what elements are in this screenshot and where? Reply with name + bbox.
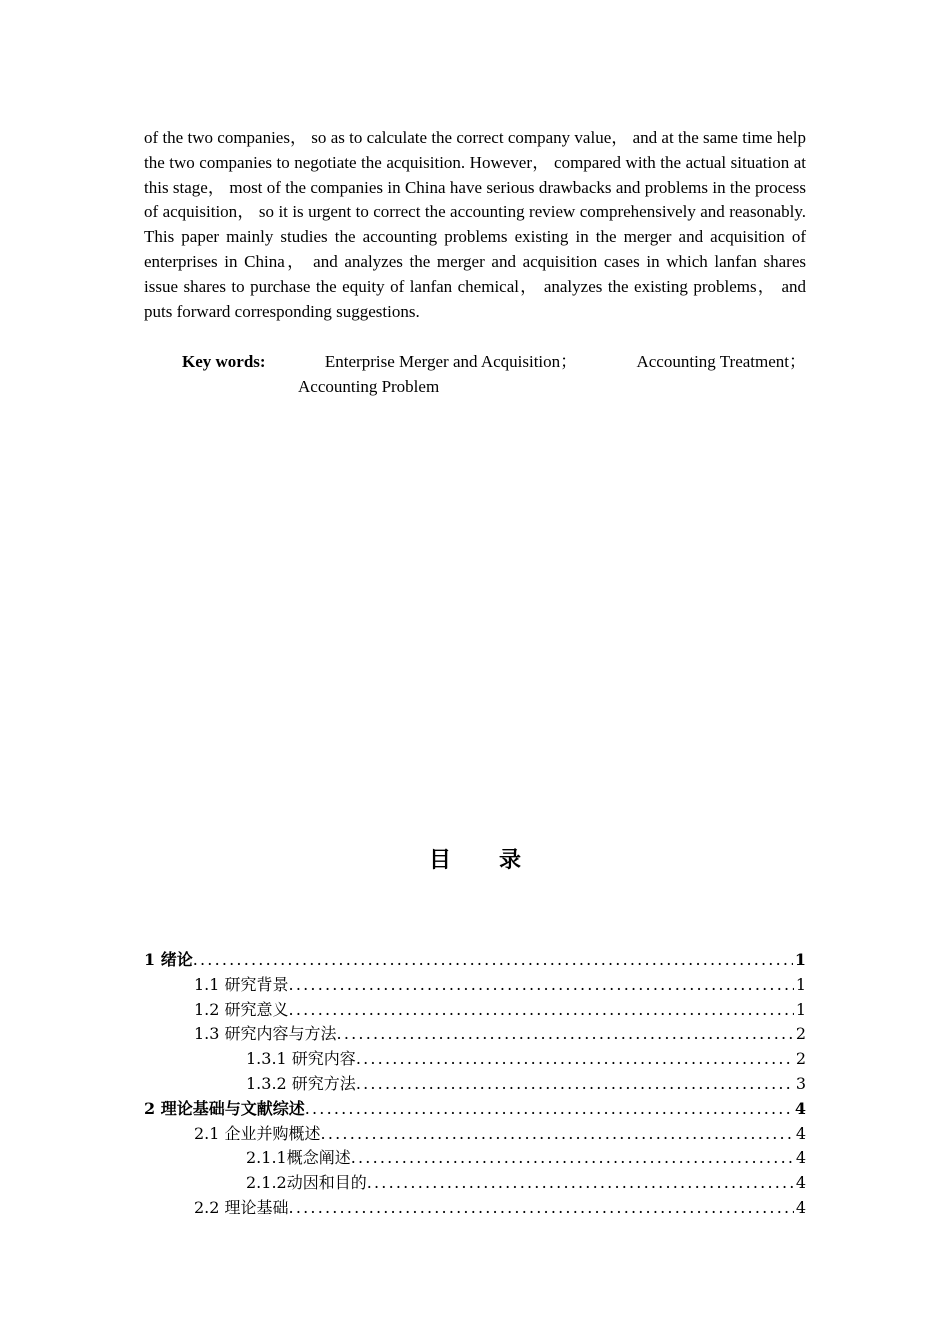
toc-leader-dots xyxy=(367,1171,794,1196)
toc-leader-dots xyxy=(305,1097,793,1122)
toc-leader-dots xyxy=(289,973,794,998)
toc-entry-label: 1.1 研究背景 xyxy=(194,974,289,994)
toc-entry[interactable] xyxy=(144,1047,806,1072)
toc-entry-page: 2 xyxy=(795,1024,806,1044)
toc-entry-page: 4 xyxy=(794,1098,806,1118)
toc-entry-page: 1 xyxy=(795,999,806,1019)
keyword-item: Accounting Problem xyxy=(298,376,440,396)
table-of-contents xyxy=(144,948,806,1221)
toc-entry-label: 2.1.2动因和目的 xyxy=(246,1173,367,1193)
toc-entry-label: 2.2 理论基础 xyxy=(194,1197,289,1217)
keyword-item: Enterprise Merger and Acquisition； xyxy=(324,352,578,371)
toc-entry-page: 4 xyxy=(795,1173,806,1193)
toc-entry[interactable] xyxy=(144,1196,806,1221)
toc-leader-dots xyxy=(337,1022,794,1047)
toc-entry-page: 1 xyxy=(794,950,806,969)
toc-leader-dots xyxy=(356,1072,794,1097)
toc-entry-label: 2 理论基础与文献综述 xyxy=(144,1098,305,1118)
toc-leader-dots xyxy=(351,1146,794,1171)
toc-entry-page: 1 xyxy=(795,974,806,994)
toc-entry-page: 4 xyxy=(795,1123,806,1143)
toc-leader-dots xyxy=(193,948,793,973)
toc-title: 目录 xyxy=(428,848,569,873)
toc-entry[interactable] xyxy=(144,973,806,998)
keyword-item: Accounting Treatment； xyxy=(636,352,806,371)
toc-entry-page: 3 xyxy=(795,1073,806,1093)
toc-entry-label: 1.3.1 研究内容 xyxy=(246,1049,356,1069)
toc-entry-label: 1.3.2 研究方法 xyxy=(246,1073,356,1093)
toc-entry-label: 2.1.1概念阐述 xyxy=(246,1148,351,1168)
toc-entry[interactable] xyxy=(144,1122,806,1147)
toc-entry-label: 1 绪论 xyxy=(144,950,193,969)
keywords-block xyxy=(182,350,806,400)
keywords-line xyxy=(182,350,806,375)
toc-entry-label: 2.1 企业并购概述 xyxy=(194,1123,321,1143)
keywords-label: Key words: xyxy=(182,352,266,371)
toc-entry-page: 2 xyxy=(795,1049,806,1069)
toc-entry[interactable] xyxy=(144,1146,806,1171)
toc-entry[interactable] xyxy=(144,1022,806,1047)
toc-entry-page: 4 xyxy=(795,1197,806,1217)
toc-entry-label: 1.2 研究意义 xyxy=(194,999,289,1019)
abstract-paragraph: of the two companies， so as to calculate the correct company value， and at the same time help the two companies to negotiate the acquisition. However， compared with the actual situation at this stage， most of the companies in China have serious drawbacks and problems in the process of acquisition， so it is urgent to correct the accounting review comprehensively and reasonably. This paper mainly studies the accounting problems existing in the merger and acquisition of enterprises in China， and analyzes the merger and acquisition cases in which lanfan shares issue shares to purchase the equity of lanfan chemical， analyzes the existing problems， and puts forward corresponding suggestions. xyxy=(144,128,806,321)
toc-leader-dots xyxy=(356,1047,794,1072)
toc-entry[interactable] xyxy=(144,948,806,973)
toc-entry[interactable] xyxy=(144,1097,806,1122)
toc-leader-dots xyxy=(289,998,794,1023)
toc-entry[interactable] xyxy=(144,1171,806,1196)
toc-entry-page: 4 xyxy=(795,1148,806,1168)
toc-leader-dots xyxy=(321,1122,794,1147)
toc-leader-dots xyxy=(289,1196,794,1221)
keywords-line xyxy=(182,375,806,400)
toc-entry-label: 1.3 研究内容与方法 xyxy=(194,1024,337,1044)
toc-entry[interactable] xyxy=(144,998,806,1023)
toc-entry[interactable] xyxy=(144,1072,806,1097)
